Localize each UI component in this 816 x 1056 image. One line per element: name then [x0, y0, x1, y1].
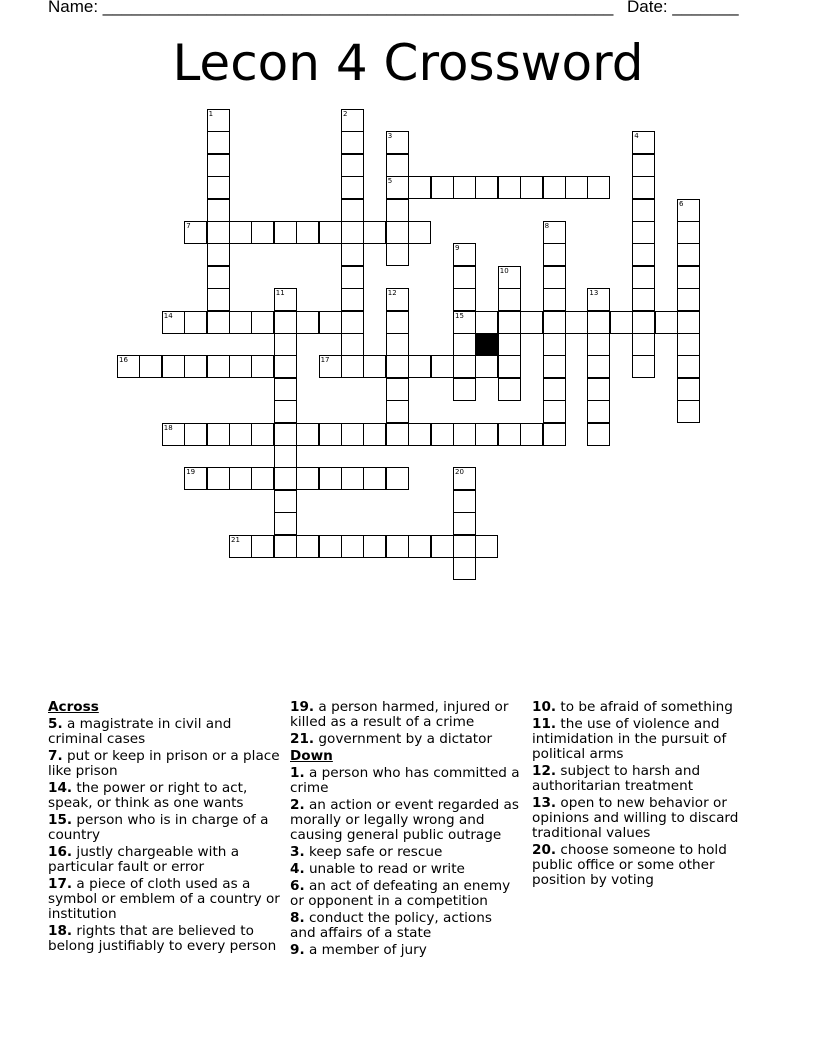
- clue-num: 21.: [290, 731, 315, 747]
- grid-cell[interactable]: [296, 423, 319, 446]
- clue-number: 9: [455, 244, 460, 253]
- grid-cell[interactable]: [274, 423, 297, 446]
- grid-cell[interactable]: [251, 467, 274, 490]
- grid-cell[interactable]: [677, 266, 700, 289]
- clues-column-2: [290, 700, 520, 960]
- clue-number: 15: [455, 311, 464, 320]
- grid-cell[interactable]: [632, 221, 655, 244]
- grid-cell[interactable]: [341, 109, 364, 132]
- grid-cell[interactable]: [543, 400, 566, 423]
- clue-number: 4: [634, 132, 639, 141]
- clue: [48, 717, 280, 747]
- grid-cell[interactable]: [408, 535, 431, 558]
- grid-cell[interactable]: [207, 423, 230, 446]
- grid-cell[interactable]: [498, 378, 521, 401]
- grid-cell[interactable]: [341, 423, 364, 446]
- grid-cell[interactable]: [296, 535, 319, 558]
- grid-cell[interactable]: [184, 221, 207, 244]
- clue-text: justly chargeable with a particular fault or error: [48, 844, 240, 875]
- clue-text: conduct the policy, actions and affairs of a state: [290, 910, 492, 941]
- clue-num: 9.: [290, 942, 305, 958]
- grid-cell[interactable]: [296, 311, 319, 334]
- grid-cell[interactable]: [274, 221, 297, 244]
- clue-number: 10: [499, 266, 509, 275]
- grid-cell[interactable]: [587, 311, 610, 334]
- clue-number: 21: [231, 535, 240, 544]
- grid-cell[interactable]: [274, 400, 297, 423]
- grid-cell[interactable]: [431, 423, 454, 446]
- grid-cell[interactable]: [677, 199, 700, 222]
- grid-cell[interactable]: [453, 557, 476, 580]
- grid-cell[interactable]: [363, 355, 386, 378]
- grid-cell[interactable]: [587, 400, 610, 423]
- grid-cell[interactable]: [274, 535, 297, 558]
- grid-cell[interactable]: [229, 311, 252, 334]
- clue-num: 19.: [290, 699, 315, 715]
- clue: [290, 700, 520, 730]
- clue-text: the use of violence and intimidation in the pursuit of political arms: [532, 716, 727, 762]
- grid-cell[interactable]: [319, 311, 342, 334]
- clue: [48, 813, 280, 843]
- grid-cell[interactable]: [475, 176, 498, 199]
- grid-cell[interactable]: [632, 243, 655, 266]
- clue: [290, 879, 520, 909]
- grid-cell[interactable]: [475, 355, 498, 378]
- grid-cell[interactable]: [431, 355, 454, 378]
- clue: [532, 796, 747, 841]
- grid-cell[interactable]: [408, 355, 431, 378]
- grid-cell[interactable]: [319, 535, 342, 558]
- grid-cell[interactable]: [677, 355, 700, 378]
- clue-num: 20.: [532, 842, 557, 858]
- grid-cell[interactable]: [162, 423, 185, 446]
- grid-cell[interactable]: [498, 311, 521, 334]
- grid-cell[interactable]: [677, 378, 700, 401]
- grid-cell[interactable]: [431, 176, 454, 199]
- grid-cell[interactable]: [251, 311, 274, 334]
- grid-cell[interactable]: [162, 355, 185, 378]
- grid-cell[interactable]: [453, 176, 476, 199]
- clue-number: 11: [275, 289, 285, 298]
- grid-cell[interactable]: [274, 288, 297, 311]
- grid-cell[interactable]: [229, 535, 252, 558]
- clue: [290, 943, 520, 958]
- grid-cell[interactable]: [274, 490, 297, 513]
- grid-cell[interactable]: [207, 355, 230, 378]
- grid-cell[interactable]: [274, 512, 297, 535]
- grid-cell[interactable]: [229, 467, 252, 490]
- grid-cell[interactable]: [386, 400, 409, 423]
- grid-cell[interactable]: [207, 109, 230, 132]
- grid-cell[interactable]: [453, 243, 476, 266]
- grid-cell[interactable]: [184, 423, 207, 446]
- grid-cell[interactable]: [632, 154, 655, 177]
- grid-cell[interactable]: [319, 467, 342, 490]
- grid-cell[interactable]: [677, 333, 700, 356]
- grid-cell[interactable]: [408, 176, 431, 199]
- grid-cell[interactable]: [453, 288, 476, 311]
- clue-text: government by a dictator: [314, 731, 493, 747]
- clue-num: 14.: [48, 780, 73, 796]
- grid-cell[interactable]: [543, 378, 566, 401]
- clue-number: 16: [119, 356, 128, 365]
- grid-cell[interactable]: [341, 333, 364, 356]
- grid-cell[interactable]: [251, 221, 274, 244]
- grid-cell[interactable]: [498, 355, 521, 378]
- grid-cell[interactable]: [207, 288, 230, 311]
- clue-num: 7.: [48, 748, 63, 764]
- clue-number: 14: [163, 311, 173, 320]
- grid-cell[interactable]: [386, 311, 409, 334]
- clue: [532, 700, 747, 715]
- grid-cell[interactable]: [543, 311, 566, 334]
- clue-num: 18.: [48, 923, 73, 939]
- grid-cell[interactable]: [543, 176, 566, 199]
- clue-text: a member of jury: [304, 942, 427, 958]
- grid-cell[interactable]: [386, 355, 409, 378]
- grid-cell[interactable]: [498, 423, 521, 446]
- grid-cell[interactable]: [184, 311, 207, 334]
- clue: [532, 717, 747, 762]
- black-square: [475, 333, 498, 356]
- grid-cell[interactable]: [274, 445, 297, 468]
- grid-cell[interactable]: [520, 423, 543, 446]
- grid-cell[interactable]: [632, 288, 655, 311]
- grid-cell[interactable]: [587, 423, 610, 446]
- clue-number: 18: [163, 423, 173, 432]
- grid-cell[interactable]: [677, 243, 700, 266]
- grid-cell[interactable]: [251, 355, 274, 378]
- grid-cell[interactable]: [274, 311, 297, 334]
- clue-text: subject to harsh and authoritarian treatment: [532, 763, 701, 794]
- grid-cell[interactable]: [632, 176, 655, 199]
- name-field: Name: ______________________________________________________: [48, 0, 614, 16]
- clue: [290, 798, 520, 843]
- grid-cell[interactable]: [543, 288, 566, 311]
- grid-cell[interactable]: [543, 333, 566, 356]
- clue-text: choose someone to hold public office or some other position by voting: [532, 842, 727, 888]
- clue: [290, 732, 520, 747]
- grid-cell[interactable]: [453, 355, 476, 378]
- clue-num: 10.: [532, 699, 557, 715]
- clue-number: 1: [208, 110, 214, 118]
- clue: [48, 845, 280, 875]
- grid-cell[interactable]: [632, 333, 655, 356]
- grid-cell[interactable]: [475, 311, 498, 334]
- clue: [48, 781, 280, 811]
- clue-text: the power or right to act, speak, or think as one wants: [48, 780, 248, 811]
- clue-number: 19: [186, 468, 196, 477]
- grid-cell[interactable]: [207, 266, 230, 289]
- grid-cell[interactable]: [498, 266, 521, 289]
- grid-cell[interactable]: [632, 266, 655, 289]
- clue: [290, 911, 520, 941]
- grid-cell[interactable]: [543, 423, 566, 446]
- clue-text: an action or event regarded as morally or legally wrong and causing general public outrage: [290, 797, 519, 843]
- clue-num: 3.: [290, 844, 305, 860]
- grid-cell[interactable]: [341, 311, 364, 334]
- grid-cell[interactable]: [341, 243, 364, 266]
- grid-cell[interactable]: [453, 535, 476, 558]
- grid-cell[interactable]: [229, 355, 252, 378]
- grid-cell[interactable]: [632, 355, 655, 378]
- clue-text: unable to read or write: [304, 861, 465, 877]
- clue-text: rights that are believed to belong justifiably to every person: [48, 923, 277, 954]
- clue-num: 11.: [532, 716, 557, 732]
- grid-cell[interactable]: [319, 221, 342, 244]
- grid-cell[interactable]: [408, 423, 431, 446]
- grid-cell[interactable]: [453, 333, 476, 356]
- grid-cell[interactable]: [498, 288, 521, 311]
- grid-cell[interactable]: [363, 535, 386, 558]
- clue: [290, 766, 520, 796]
- clue: [290, 845, 520, 860]
- clue: [290, 862, 520, 877]
- grid-cell[interactable]: [587, 355, 610, 378]
- clue: [532, 843, 747, 888]
- grid-cell[interactable]: [408, 221, 431, 244]
- page-title: Lecon 4 Crossword: [172, 34, 644, 92]
- grid-cell[interactable]: [319, 355, 342, 378]
- grid-cell[interactable]: [453, 378, 476, 401]
- clue-text: an act of defeating an enemy or opponent in a competition: [290, 878, 511, 909]
- grid-cell[interactable]: [453, 490, 476, 513]
- grid-cell[interactable]: [251, 535, 274, 558]
- grid-cell[interactable]: [117, 355, 140, 378]
- clue-num: 6.: [290, 878, 305, 894]
- grid-cell[interactable]: [520, 176, 543, 199]
- grid-cell[interactable]: [274, 467, 297, 490]
- clues-column-1: [48, 700, 280, 956]
- grid-cell[interactable]: [296, 467, 319, 490]
- clue-number: 5: [387, 177, 393, 186]
- grid-cell[interactable]: [274, 333, 297, 356]
- grid-cell[interactable]: [296, 221, 319, 244]
- clue-num: 8.: [290, 910, 305, 926]
- grid-cell[interactable]: [431, 535, 454, 558]
- down-heading: Down: [290, 748, 333, 764]
- grid-cell[interactable]: [632, 311, 655, 334]
- clue-num: 12.: [532, 763, 557, 779]
- clue-num: 2.: [290, 797, 305, 813]
- grid-cell[interactable]: [341, 266, 364, 289]
- grid-cell[interactable]: [453, 423, 476, 446]
- grid-cell[interactable]: [139, 355, 162, 378]
- clue-number: 17: [320, 356, 330, 365]
- grid-cell[interactable]: [677, 400, 700, 423]
- clue-number: 6: [679, 199, 684, 208]
- grid-cell[interactable]: [319, 423, 342, 446]
- grid-cell[interactable]: [207, 467, 230, 490]
- clue-num: 17.: [48, 876, 73, 892]
- grid-cell[interactable]: [207, 221, 230, 244]
- clue: [48, 749, 280, 779]
- grid-cell[interactable]: [386, 423, 409, 446]
- clue-text: person who is in charge of a country: [48, 812, 269, 843]
- grid-cell[interactable]: [274, 378, 297, 401]
- grid-cell[interactable]: [207, 131, 230, 154]
- grid-cell[interactable]: [453, 266, 476, 289]
- grid-cell[interactable]: [229, 221, 252, 244]
- grid-cell[interactable]: [229, 423, 252, 446]
- grid-cell[interactable]: [565, 311, 588, 334]
- grid-cell[interactable]: [207, 311, 230, 334]
- grid-cell[interactable]: [207, 243, 230, 266]
- grid-cell[interactable]: [543, 266, 566, 289]
- grid-cell[interactable]: [677, 288, 700, 311]
- grid-cell[interactable]: [341, 221, 364, 244]
- clue-num: 5.: [48, 716, 63, 732]
- clue-number: 8: [544, 222, 550, 230]
- grid-cell[interactable]: [184, 467, 207, 490]
- clue: [48, 924, 280, 954]
- clue-text: keep safe or rescue: [304, 844, 443, 860]
- clue-number: 12: [387, 289, 397, 298]
- grid-cell[interactable]: [453, 512, 476, 535]
- grid-cell[interactable]: [498, 333, 521, 356]
- grid-cell[interactable]: [587, 288, 610, 311]
- grid-cell[interactable]: [543, 355, 566, 378]
- grid-cell[interactable]: [386, 221, 409, 244]
- grid-cell[interactable]: [341, 467, 364, 490]
- grid-cell[interactable]: [610, 311, 633, 334]
- grid-cell[interactable]: [632, 131, 655, 154]
- grid-cell[interactable]: [520, 311, 543, 334]
- grid-cell[interactable]: [386, 154, 409, 177]
- grid-cell[interactable]: [587, 333, 610, 356]
- grid-cell[interactable]: [341, 131, 364, 154]
- grid-cell[interactable]: [341, 154, 364, 177]
- clue: [48, 877, 280, 922]
- grid-cell[interactable]: [207, 199, 230, 222]
- clue-text: to be afraid of something: [556, 699, 733, 715]
- grid-cell[interactable]: [655, 311, 678, 334]
- across-heading: Across: [48, 699, 99, 715]
- clue: [532, 764, 747, 794]
- clue-number: 2: [343, 110, 348, 118]
- grid-cell[interactable]: [386, 243, 409, 266]
- clue-text: a piece of cloth used as a symbol or emblem of a country or institution: [48, 876, 280, 922]
- grid-cell[interactable]: [341, 199, 364, 222]
- clue-text: a person harmed, injured or killed as a result of a crime: [290, 699, 509, 730]
- grid-cell[interactable]: [341, 288, 364, 311]
- grid-cell[interactable]: [207, 154, 230, 177]
- grid-cell[interactable]: [386, 378, 409, 401]
- clues-column-3: [532, 700, 747, 890]
- grid-cell[interactable]: [386, 535, 409, 558]
- clue-num: 16.: [48, 844, 73, 860]
- clue-text: a magistrate in civil and criminal cases: [48, 716, 232, 747]
- grid-cell[interactable]: [677, 311, 700, 334]
- clue-num: 4.: [290, 861, 305, 877]
- grid-cell[interactable]: [207, 176, 230, 199]
- clue-text: a person who has committed a crime: [290, 765, 520, 796]
- grid-cell[interactable]: [587, 378, 610, 401]
- clue-number: 3: [387, 132, 393, 141]
- grid-cell[interactable]: [677, 221, 700, 244]
- grid-cell[interactable]: [543, 243, 566, 266]
- clue-num: 13.: [532, 795, 557, 811]
- grid-cell[interactable]: [475, 423, 498, 446]
- clue-number: 13: [589, 289, 599, 298]
- grid-cell[interactable]: [184, 355, 207, 378]
- grid-cell[interactable]: [251, 423, 274, 446]
- grid-cell[interactable]: [386, 131, 409, 154]
- grid-cell[interactable]: [498, 176, 521, 199]
- clue-number: 7: [186, 222, 191, 230]
- grid-cell[interactable]: [453, 467, 476, 490]
- grid-cell[interactable]: [386, 176, 409, 199]
- grid-cell[interactable]: [363, 423, 386, 446]
- grid-cell[interactable]: [274, 355, 297, 378]
- grid-cell[interactable]: [632, 199, 655, 222]
- grid-cell[interactable]: [565, 176, 588, 199]
- grid-cell[interactable]: [386, 467, 409, 490]
- grid-cell[interactable]: [453, 311, 476, 334]
- clue-text: open to new behavior or opinions and willing to discard traditional values: [532, 795, 739, 841]
- grid-cell[interactable]: [341, 535, 364, 558]
- grid-cell[interactable]: [543, 221, 566, 244]
- grid-cell[interactable]: [363, 467, 386, 490]
- date-field: Date: _______: [627, 0, 739, 16]
- clue-number: 20: [455, 468, 464, 477]
- grid-cell[interactable]: [363, 221, 386, 244]
- clue-num: 1.: [290, 765, 305, 781]
- clue-num: 15.: [48, 812, 73, 828]
- grid-cell[interactable]: [386, 199, 409, 222]
- grid-cell[interactable]: [341, 355, 364, 378]
- grid-cell[interactable]: [341, 176, 364, 199]
- grid-cell[interactable]: [475, 535, 498, 558]
- grid-cell[interactable]: [587, 176, 610, 199]
- clue-text: put or keep in prison or a place like prison: [48, 748, 280, 779]
- grid-cell[interactable]: [386, 288, 409, 311]
- grid-cell[interactable]: [162, 311, 185, 334]
- grid-cell[interactable]: [386, 333, 409, 356]
